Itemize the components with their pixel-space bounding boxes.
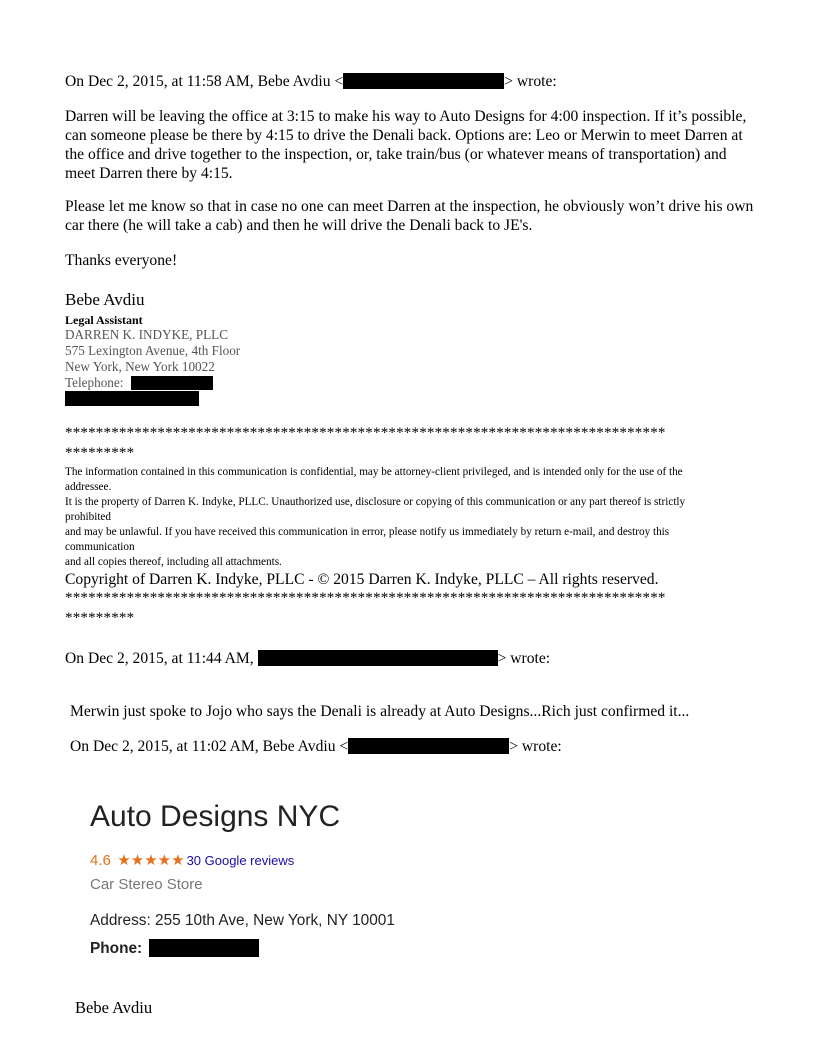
business-category: Car Stereo Store bbox=[90, 876, 203, 893]
signature-firm: DARREN K. INDYKE, PLLC bbox=[65, 327, 229, 342]
full-stars-icon: ★★★★ bbox=[117, 852, 172, 869]
redacted-email-line bbox=[65, 391, 199, 406]
header-1-suffix: > wrote: bbox=[504, 73, 557, 90]
header-1-prefix: On Dec 2, 2015, at 11:58 AM, Bebe Avdiu < bbox=[65, 73, 344, 90]
telephone-label: Telephone: bbox=[65, 375, 124, 390]
business-phone bbox=[90, 939, 259, 958]
redacted-sender bbox=[258, 650, 498, 666]
signature-telephone bbox=[65, 375, 213, 391]
reviews-link[interactable]: 30 Google reviews bbox=[186, 853, 295, 868]
disclaimer-line-3b: communication bbox=[65, 541, 135, 553]
disclaimer-line-1: The information contained in this communication is confidential, may be attorney-client privileged, and is intended only for the use of the bbox=[65, 466, 683, 478]
business-name: Auto Designs NYC bbox=[90, 800, 341, 833]
header-3-suffix: > wrote: bbox=[509, 738, 562, 755]
rating-value: 4.6 bbox=[90, 852, 111, 869]
body-paragraph-1: Darren will be leaving the office at 3:15 to make his way to Auto Designs for 4:00 inspection. If it’s possible, can someone please be there by 4:15 to drive the Denali back. Options are: Leo or Merwin to meet Darren at the office and drive together to the inspection, or, take train/bus (or whatever means of transportation) and meet Darren there by 4:15. bbox=[65, 108, 747, 182]
header-2-suffix: > wrote: bbox=[497, 650, 551, 667]
signature-address-2: New York, New York 10022 bbox=[65, 359, 215, 374]
rating-stars-icon bbox=[117, 851, 185, 869]
business-rating-row bbox=[90, 851, 294, 870]
stars-divider-top-tail: ********* bbox=[65, 445, 135, 461]
body-reply-text: Merwin just spoke to Jojo who says the Denali is already at Auto Designs...Rich just confirmed it... bbox=[70, 703, 690, 720]
redacted-email bbox=[343, 73, 504, 89]
business-address: Address: 255 10th Ave, New York, NY 10001 bbox=[90, 912, 395, 929]
closing-signature-name: Bebe Avdiu bbox=[75, 998, 153, 1017]
email-header-1 bbox=[65, 72, 557, 91]
half-star-icon: ★ bbox=[171, 852, 185, 869]
redacted-email-2 bbox=[348, 738, 509, 754]
stars-divider-bottom: ****************************************************************************** bbox=[65, 590, 666, 606]
copyright-line: Copyright of Darren K. Indyke, PLLC - © 2015 Darren K. Indyke, PLLC – All rights reserved. bbox=[65, 571, 659, 588]
disclaimer-line-2b: prohibited bbox=[65, 511, 111, 523]
signature-address-1: 575 Lexington Avenue, 4th Floor bbox=[65, 343, 241, 358]
stars-divider-top: ****************************************************************************** bbox=[65, 425, 666, 441]
header-2-prefix: On Dec 2, 2015, at 11:44 AM, bbox=[65, 650, 258, 667]
redacted-phone bbox=[149, 939, 259, 957]
disclaimer-line-3: and may be unlawful. If you have received this communication in error, please notify us immediately by return e-mail, and destroy this bbox=[65, 526, 670, 538]
redacted-telephone bbox=[131, 376, 213, 390]
header-3-prefix: On Dec 2, 2015, at 11:02 AM, Bebe Avdiu < bbox=[70, 738, 349, 755]
signature-role: Legal Assistant bbox=[65, 313, 143, 327]
body-paragraph-2: Please let me know so that in case no one can meet Darren at the inspection, he obviously won’t drive his own car there (he will take a cab) and then he will drive the Denali back to JE's. bbox=[65, 198, 754, 234]
disclaimer-line-4: and all copies thereof, including all attachments. bbox=[65, 556, 282, 568]
signature-name: Bebe Avdiu bbox=[65, 290, 145, 309]
body-paragraph-3: Thanks everyone! bbox=[65, 252, 178, 269]
disclaimer-line-1b: addressee. bbox=[65, 481, 112, 493]
phone-label: Phone: bbox=[90, 940, 143, 957]
email-header-2 bbox=[65, 649, 550, 668]
email-header-3 bbox=[70, 737, 562, 756]
disclaimer-line-2: It is the property of Darren K. Indyke, PLLC. Unauthorized use, disclosure or copying of this communication or any part thereof is strictly bbox=[65, 496, 686, 508]
stars-divider-bottom-tail: ********* bbox=[65, 610, 135, 626]
